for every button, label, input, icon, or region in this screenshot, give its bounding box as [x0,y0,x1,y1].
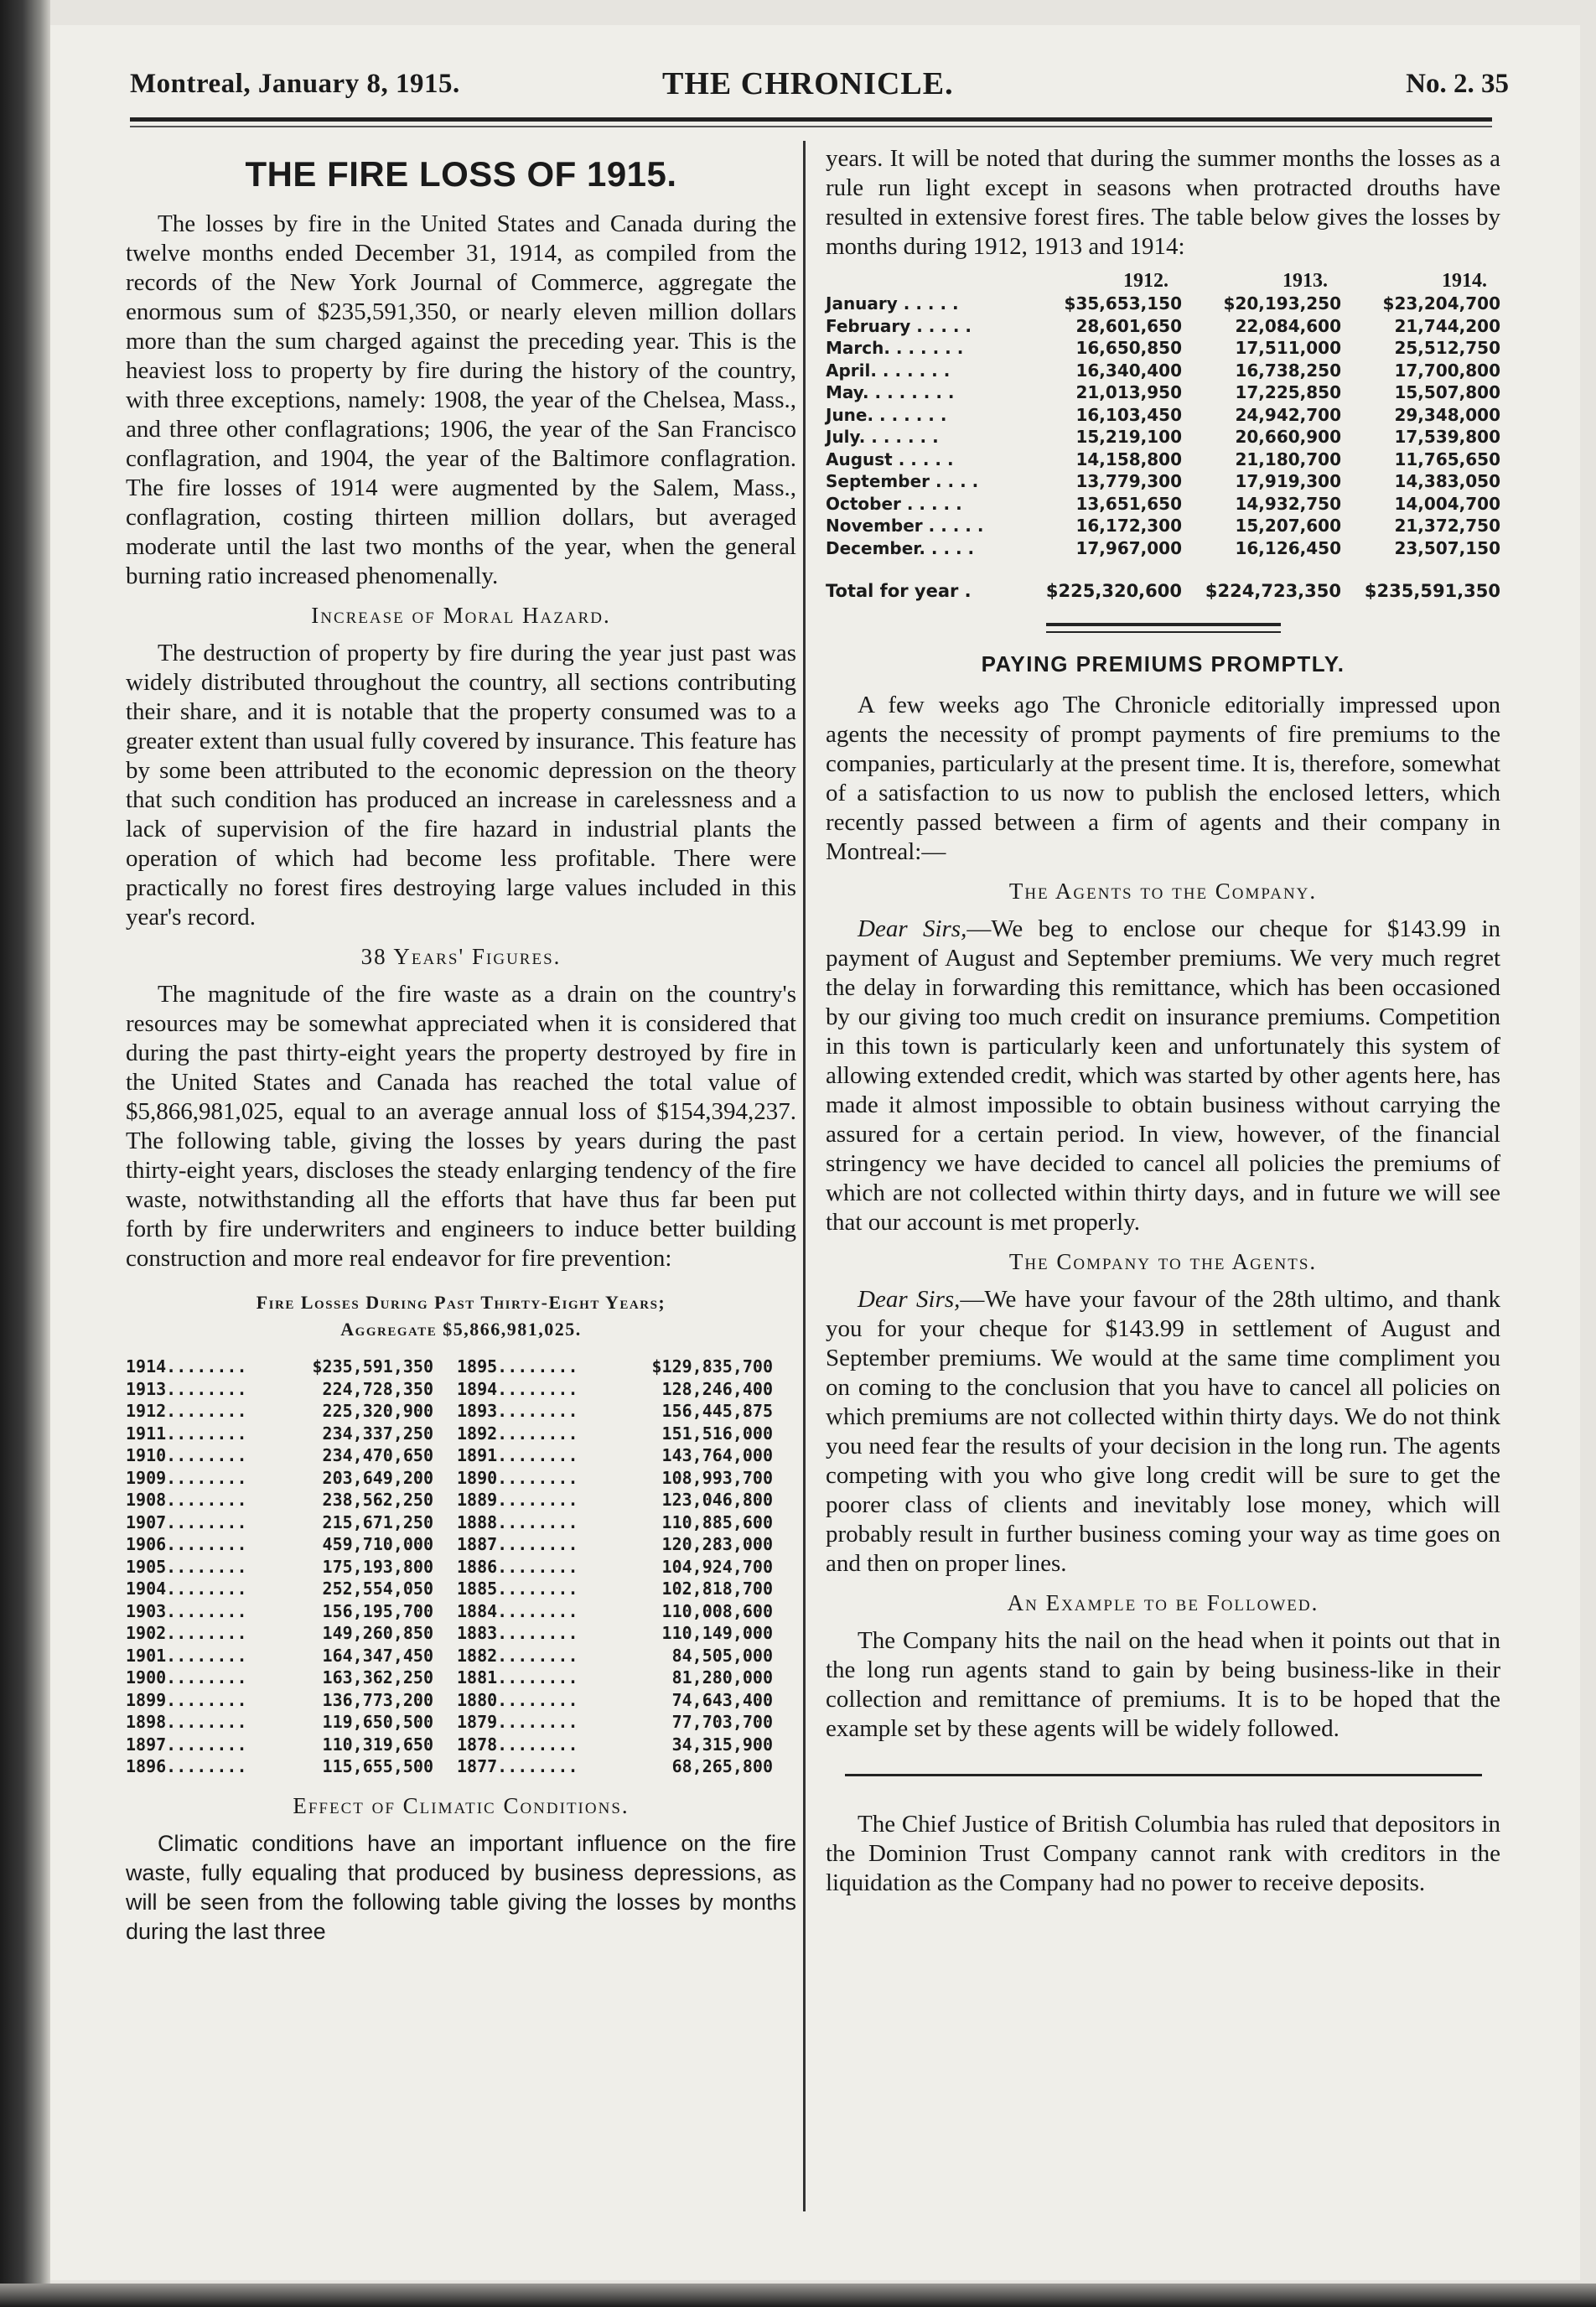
table-row [826,293,1500,315]
total-cell: $224,723,350 [1205,581,1341,601]
loss-cell: 136,773,200 [322,1689,433,1710]
section-heading: An Example to be Followed. [1007,1590,1319,1615]
loss-cell: 16,738,250 [1235,360,1341,381]
yearly-losses-col-right [457,1356,796,1778]
year-cell: 1914........ [126,1356,247,1376]
loss-cell: 25,512,750 [1394,338,1500,358]
month-cell: December. . . . . [826,537,975,558]
section-heading: The Company to the Agents. [1008,1249,1318,1274]
loss-cell: 16,103,450 [1075,404,1182,425]
book-spine-shadow [0,0,50,2307]
table-caption-aggregate: Aggregate $5,866,981,025. [340,1319,582,1340]
year-cell: 1886........ [457,1556,578,1577]
loss-cell: 225,320,900 [322,1401,433,1421]
loss-cell: 11,765,650 [1394,448,1500,469]
table-row [126,1378,457,1401]
yearly-losses-col-left [126,1356,457,1778]
loss-cell: 77,703,700 [671,1712,773,1732]
article-paragraph: The Company hits the nail on the head when it points out that in the long run agents stand to gain by being business-like in their collection and remittance of premiums. It is to be hoped that the example set by these agents will be widely followed. [826,1627,1500,1742]
table-row [457,1467,796,1490]
loss-cell: 34,315,900 [671,1734,773,1755]
table-row [826,337,1500,360]
year-cell: 1889........ [457,1490,578,1510]
year-cell: 1903........ [126,1600,247,1621]
table-row [826,470,1500,493]
table-row [126,1667,457,1689]
table-row [826,515,1500,537]
letter-salutation: Dear Sirs, [858,915,967,942]
table-row [457,1600,796,1623]
year-cell: 1895........ [457,1356,578,1376]
article-paragraph: years. It will be noted that during the summer months the losses as a rule run light except in seasons when protracted drouths have resulted in extensive forest fires. The table below gives the losses by months during 1912, 1913 and 1914: [826,145,1500,260]
year-cell: 1881........ [457,1667,578,1687]
letter-paragraph [826,915,1500,1237]
table-row [457,1378,796,1401]
table-row [457,1711,796,1734]
table-row [126,1600,457,1623]
month-cell: September . . . . [826,471,979,491]
table-row [457,1622,796,1645]
page-bottom-edge [0,2284,1596,2307]
table-row [126,1556,457,1579]
loss-cell: $20,193,250 [1223,293,1341,314]
loss-cell: 119,650,500 [322,1712,433,1732]
loss-cell: 20,660,900 [1235,427,1341,447]
loss-cell: 252,554,050 [322,1579,433,1599]
month-cell: October . . . . . [826,493,962,514]
loss-cell: 21,180,700 [1235,448,1341,469]
table-row [126,1645,457,1667]
table-row [457,1511,796,1534]
section-heading: Increase of Moral Hazard. [311,603,611,628]
year-cell: 1904........ [126,1579,247,1599]
yearly-losses-table [126,1356,796,1778]
loss-cell: 175,193,800 [322,1556,433,1577]
loss-cell: 164,347,450 [322,1645,433,1666]
loss-cell: $129,835,700 [651,1356,773,1376]
year-cell: 1907........ [126,1511,247,1532]
loss-cell: 234,470,650 [322,1445,433,1465]
year-cell: 1888........ [457,1511,578,1532]
loss-cell: 143,764,000 [661,1445,773,1465]
loss-cell: 17,539,800 [1394,427,1500,447]
letter-text: —We have your favour of the 28th ultimo, and thank you for your cheque for $143.99 in settlement of August and September premiums. We would at the same time compliment you on coming to the conclusion that you have to cancel all policies on which premiums are not collected within thirty days. We do not think you need fear the results of your decision in the long run. The agents competing with you who give long credit will be sure to get the poorer class of clients and inevitably lose money, which will probably result in further business coming your way as time goes on and then on proper lines. [826,1286,1500,1577]
total-cell: $225,320,600 [1045,581,1182,601]
article-paragraph: The magnitude of the fire waste as a drain on the country's resources may be somewhat appreciated when it is considered that during the past thirty-eight years the property destroyed by fire in the United States and Canada has reached the total value of $5,866,981,025, equal to an average annual loss of $154,394,237. The following table, giving the losses by years during the past thirty-eight years, discloses the steady enlarging tendency of the fire waste, notwithstanding all the efforts that have thus far been put forth by fire underwriters and engineers to induce better building construction and more real endeavor for fire prevention: [126,981,796,1272]
year-cell: 1897........ [126,1734,247,1755]
loss-cell: 17,225,850 [1235,382,1341,402]
loss-cell: 28,601,650 [1075,315,1182,336]
year-cell: 1894........ [457,1378,578,1399]
loss-cell: $35,653,150 [1064,293,1182,314]
month-cell: July. . . . . . . [826,427,939,447]
table-row [457,1578,796,1600]
loss-cell: 16,340,400 [1075,360,1182,381]
year-cell: 1899........ [126,1689,247,1710]
loss-cell: $23,204,700 [1382,293,1500,314]
table-row [826,448,1500,471]
column-header: 1913. [1282,270,1328,292]
monthly-table-total [826,581,1500,601]
masthead-title: THE CHRONICLE. [662,66,954,101]
table-row [126,1400,457,1423]
table-row [457,1400,796,1423]
loss-cell: 14,932,750 [1235,493,1341,514]
article-paragraph: Climatic conditions have an important influence on the fire waste, fully equaling that produced by business depressions, as will be seen from the following table giving the losses by months during the last three [126,1830,796,1944]
loss-cell: 23,507,150 [1394,537,1500,558]
table-row [126,1467,457,1490]
table-row [126,1489,457,1511]
table-row [457,1689,796,1712]
loss-cell: 15,219,100 [1075,427,1182,447]
article-title: PAYING PREMIUMS PROMPTLY. [981,651,1345,677]
loss-cell: 163,362,250 [322,1667,433,1687]
table-row [126,1444,457,1467]
loss-cell: 15,207,600 [1235,516,1341,536]
year-cell: 1885........ [457,1579,578,1599]
loss-cell: 17,967,000 [1075,537,1182,558]
right-column [826,144,1500,1898]
year-cell: 1879........ [457,1712,578,1732]
total-cell: $235,591,350 [1364,581,1500,601]
table-row [826,404,1500,427]
table-row [126,1622,457,1645]
loss-cell: 16,650,850 [1075,338,1182,358]
loss-cell: 17,700,800 [1394,360,1500,381]
loss-cell: 215,671,250 [322,1511,433,1532]
table-row [457,1533,796,1556]
table-row [826,315,1500,338]
year-cell: 1912........ [126,1401,247,1421]
article-paragraph: The Chief Justice of British Columbia has ruled that depositors in the Dominion Trust Company cannot rank with creditors in the liquidation as the Company had no power to receive deposits. [826,1811,1500,1896]
table-row [457,1356,796,1378]
loss-cell: 14,383,050 [1394,471,1500,491]
year-cell: 1901........ [126,1645,247,1666]
year-cell: 1910........ [126,1445,247,1465]
month-cell: August . . . . . [826,448,954,469]
section-heading: The Agents to the Company. [1008,879,1318,904]
table-row [457,1734,796,1756]
year-cell: 1902........ [126,1623,247,1643]
month-cell: January . . . . . [826,293,959,314]
loss-cell: 238,562,250 [322,1490,433,1510]
month-cell: February . . . . . [826,315,972,336]
year-cell: 1884........ [457,1600,578,1621]
loss-cell: 14,004,700 [1394,493,1500,514]
loss-cell: 17,511,000 [1235,338,1341,358]
year-cell: 1898........ [126,1712,247,1732]
table-row [126,1755,457,1778]
loss-cell: 104,924,700 [661,1556,773,1577]
header-dateline: Montreal, January 8, 1915. [130,69,460,99]
column-header: 1912. [1123,270,1168,292]
total-label: Total for year . [826,581,972,601]
loss-cell: 22,084,600 [1235,315,1341,336]
table-row [826,493,1500,516]
loss-cell: 13,651,650 [1075,493,1182,514]
header-rule [130,117,1492,122]
month-cell: April. . . . . . . [826,360,951,381]
article-paragraph: The losses by fire in the United States and Canada during the twelve months ended December 31, 1914, as compiled from the records of the New York Journal of Commerce, aggregate the enormous sum of $235,591,350, or nearly eleven million dollars more than the sum charged against the preceding year. This is the heaviest loss to property by fire during the history of the country, with three exceptions, namely: 1908, the year of the Chelsea, Mass., and three other conflagrations; 1906, the year of the San Francisco conflagration, and 1904, the year of the Baltimore conflagration. The fire losses of 1914 were augmented by the Salem, Mass., conflagration, costing thirteen million dollars, but averaged moderate until the last two months of the year, when the general burning ratio increased phenomenally. [126,210,796,589]
loss-cell: 234,337,250 [322,1423,433,1444]
letter-paragraph [826,1285,1500,1579]
loss-cell: 81,280,000 [671,1667,773,1687]
loss-cell: 203,649,200 [322,1467,433,1488]
loss-cell: 110,319,650 [322,1734,433,1755]
year-cell: 1908........ [126,1490,247,1510]
year-cell: 1880........ [457,1689,578,1710]
loss-cell: 156,445,875 [661,1401,773,1421]
article-paragraph: The destruction of property by fire during the year just past was widely distributed throughout the country, all sections contributing their share, and it is notable that the property consumed was to a greater extent than usual fully covered by insurance. This feature has by some been attributed to the economic depression on the theory that such condition has produced an increase in carelessness and a lack of supervision of the fire hazard in industrial plants the operation of which had become less profitable. There were practically no forest fires destroying large values included in this year's record. [126,640,796,931]
loss-cell: 17,919,300 [1235,471,1341,491]
year-cell: 1890........ [457,1467,578,1488]
loss-cell: 110,885,600 [661,1511,773,1532]
loss-cell: 14,158,800 [1075,448,1182,469]
year-cell: 1913........ [126,1378,247,1399]
loss-cell: 24,942,700 [1235,404,1341,425]
year-cell: 1893........ [457,1401,578,1421]
loss-cell: 29,348,000 [1394,404,1500,425]
loss-cell: 151,516,000 [661,1423,773,1444]
year-cell: 1909........ [126,1467,247,1488]
year-cell: 1878........ [457,1734,578,1755]
table-row [126,1578,457,1600]
monthly-losses-table [826,270,1500,601]
issue-page-number: No. 2. 35 [1406,69,1509,99]
left-column [126,144,796,1947]
table-caption: Fire Losses During Past Thirty-Eight Years; [256,1292,666,1313]
article-paragraph: A few weeks ago The Chronicle editorially impressed upon agents the necessity of prompt payments of fire premiums to the companies, particularly at the present time. It is, therefore, somewhat of a satisfaction to us now to publish the enclosed letters, which recently passed between a firm of agents and their company in Montreal:— [826,692,1500,865]
loss-cell: 110,008,600 [661,1600,773,1621]
letter-salutation: Dear Sirs, [858,1286,961,1313]
loss-cell: 21,744,200 [1394,315,1500,336]
table-row [457,1755,796,1778]
year-cell: 1896........ [126,1756,247,1776]
header-rule-thin [130,126,1492,127]
year-cell: 1892........ [457,1423,578,1444]
section-heading: Effect of Climatic Conditions. [293,1792,630,1818]
loss-cell: 123,046,800 [661,1490,773,1510]
year-cell: 1891........ [457,1445,578,1465]
table-row [126,1356,457,1378]
table-row [826,537,1500,560]
year-cell: 1900........ [126,1667,247,1687]
table-row [457,1645,796,1667]
section-heading: 38 Years' Figures. [360,944,562,969]
loss-cell: 68,265,800 [671,1756,773,1776]
loss-cell: 21,372,750 [1394,516,1500,536]
year-cell: 1887........ [457,1534,578,1554]
year-cell: 1883........ [457,1623,578,1643]
loss-cell: 84,505,000 [671,1645,773,1666]
table-row [126,1533,457,1556]
column-header: 1914. [1442,270,1487,292]
table-row [126,1423,457,1445]
table-row [126,1711,457,1734]
table-row [126,1511,457,1534]
loss-cell: 74,643,400 [671,1689,773,1710]
year-cell: 1911........ [126,1423,247,1444]
table-row [826,381,1500,404]
section-rule [1046,623,1281,633]
year-cell: 1882........ [457,1645,578,1666]
loss-cell: 102,818,700 [661,1579,773,1599]
month-cell: March. . . . . . . [826,338,964,358]
table-row [126,1734,457,1756]
loss-cell: 459,710,000 [322,1534,433,1554]
year-cell: 1905........ [126,1556,247,1577]
table-row [457,1489,796,1511]
section-rule [845,1774,1482,1776]
table-row [826,426,1500,448]
column-header [826,270,1020,293]
loss-cell: 16,172,300 [1075,516,1182,536]
loss-cell: 13,779,300 [1075,471,1182,491]
column-divider [803,141,806,2211]
loss-cell: $235,591,350 [312,1356,433,1376]
table-row [457,1423,796,1445]
monthly-table-body [826,293,1500,559]
letter-text: —We beg to enclose our cheque for $143.99 in payment of August and September premiums. We very much regret the delay in forwarding this remittance, which has been occasioned by our giving too much credit on insurance premiums. Competition in this town is particularly keen and unfortunately this system of allowing extended credit, which was started by other agents here, has made it almost impossible to obtain business without carrying the assured for a certain period. In view, however, of the financial stringency we have decided to cancel all policies the premiums of which are not collected within thirty days, and in future we will see that our account is met properly. [826,915,1501,1236]
month-cell: May. . . . . . . . [826,382,955,402]
table-row [126,1689,457,1712]
month-cell: November . . . . . [826,516,984,536]
year-cell: 1906........ [126,1534,247,1554]
table-row [457,1667,796,1689]
loss-cell: 224,728,350 [322,1378,433,1399]
table-row [826,360,1500,382]
monthly-table-header [826,270,1500,293]
loss-cell: 16,126,450 [1235,537,1341,558]
year-cell: 1877........ [457,1756,578,1776]
loss-cell: 110,149,000 [661,1623,773,1643]
loss-cell: 156,195,700 [322,1600,433,1621]
loss-cell: 21,013,950 [1075,382,1182,402]
loss-cell: 120,283,000 [661,1534,773,1554]
loss-cell: 15,507,800 [1394,382,1500,402]
article-title: THE FIRE LOSS OF 1915. [245,154,677,194]
table-row [457,1444,796,1467]
loss-cell: 115,655,500 [322,1756,433,1776]
loss-cell: 108,993,700 [661,1467,773,1488]
page-header [84,60,1509,111]
loss-cell: 149,260,850 [322,1623,433,1643]
loss-cell: 128,246,400 [661,1378,773,1399]
month-cell: June. . . . . . . [826,404,947,425]
table-row [457,1556,796,1579]
